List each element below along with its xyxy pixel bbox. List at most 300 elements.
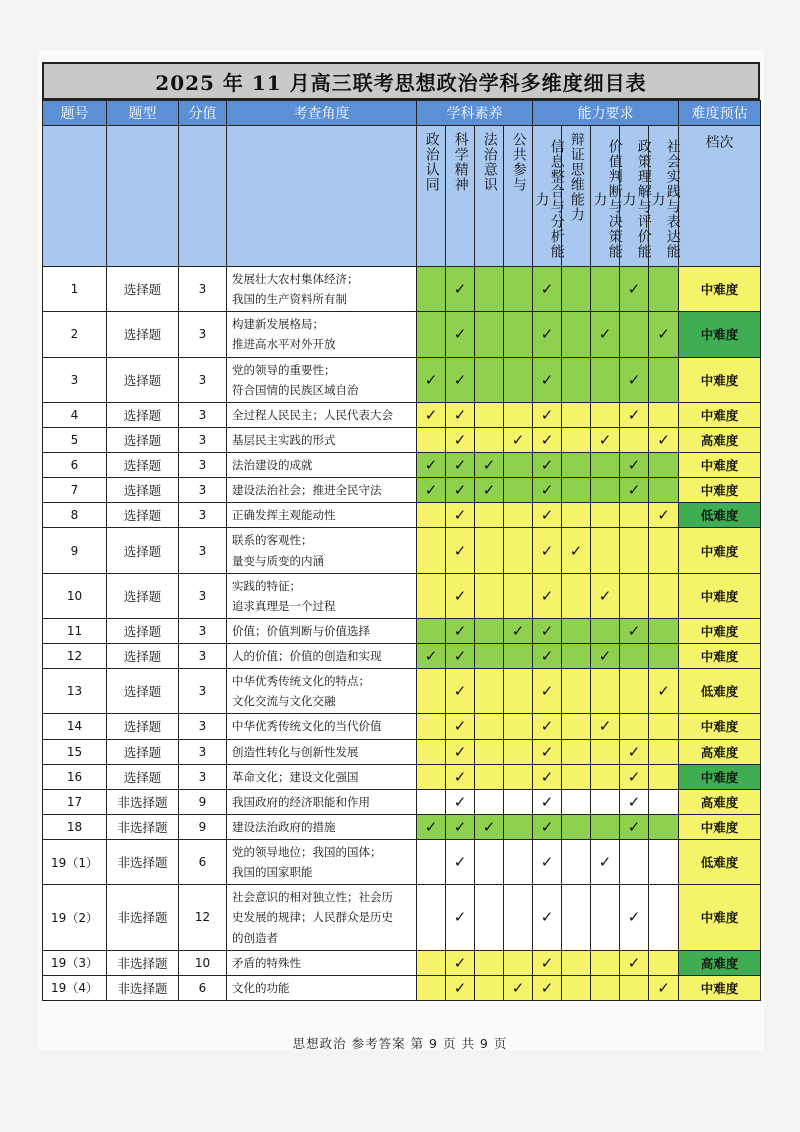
difficulty-value: 中难度 [679,357,761,402]
question-type: 选择题 [107,312,179,357]
empty-cell [562,885,591,950]
check-mark: ✓ [649,975,679,1000]
difficulty-value: 高难度 [679,789,761,814]
check-mark: ✓ [475,814,504,839]
question-score: 3 [179,669,227,714]
header-difficulty: 难度预估 [679,101,761,126]
question-type: 选择题 [107,644,179,669]
empty-cell [562,789,591,814]
question-number: 9 [43,528,107,573]
subhead-label: 社会实践与表达能力 [649,139,681,259]
difficulty-value: 高难度 [679,950,761,975]
difficulty-value: 中难度 [679,764,761,789]
question-angle: 建设法治社会；推进全民守法 [227,478,417,503]
empty-cell [620,714,649,739]
check-mark: ✓ [475,478,504,503]
question-score: 12 [179,885,227,950]
check-mark: ✓ [533,975,562,1000]
check-mark: ✓ [620,764,649,789]
empty-cell [649,402,679,427]
question-type: 选择题 [107,528,179,573]
check-mark: ✓ [533,528,562,573]
check-mark: ✓ [620,950,649,975]
difficulty-value: 中难度 [679,975,761,1000]
empty-cell [562,975,591,1000]
question-score: 3 [179,714,227,739]
check-mark: ✓ [591,312,620,357]
table-row [43,975,761,1000]
question-angle: 构建新发展格局； 推进高水平对外开放 [227,312,417,357]
empty-cell [649,950,679,975]
check-mark: ✓ [533,644,562,669]
check-mark: ✓ [417,402,446,427]
header-ability: 能力要求 [533,101,679,126]
question-angle: 全过程人民民主；人民代表大会 [227,402,417,427]
check-mark: ✓ [446,453,475,478]
empty-cell [562,478,591,503]
check-mark: ✓ [446,669,475,714]
check-mark: ✓ [446,739,475,764]
table-row [43,528,761,573]
check-mark: ✓ [446,618,475,643]
question-type: 选择题 [107,503,179,528]
subhead-label: 辩证思维能力 [568,132,585,222]
empty-cell [649,618,679,643]
check-mark: ✓ [446,814,475,839]
check-mark: ✓ [533,789,562,814]
question-number: 18 [43,814,107,839]
empty-cell [417,312,446,357]
check-mark: ✓ [446,402,475,427]
empty-cell [504,669,533,714]
empty-cell [504,478,533,503]
check-mark: ✓ [504,427,533,452]
table-row [43,885,761,950]
question-angle: 党的领导地位；我国的国体； 我国的国家职能 [227,840,417,885]
question-type: 非选择题 [107,840,179,885]
check-mark: ✓ [446,503,475,528]
question-angle: 人的价值；价值的创造和实现 [227,644,417,669]
question-angle: 联系的客观性； 量变与质变的内涵 [227,528,417,573]
check-mark: ✓ [649,669,679,714]
table-row [43,644,761,669]
question-score: 10 [179,950,227,975]
table-row [43,402,761,427]
subhead-cell [591,126,623,267]
check-mark: ✓ [533,478,562,503]
difficulty-value: 中难度 [679,814,761,839]
check-mark: ✓ [446,573,475,618]
question-angle: 我国政府的经济职能和作用 [227,789,417,814]
question-type: 非选择题 [107,975,179,1000]
empty-cell [475,427,504,452]
empty-cell [649,357,679,402]
empty-cell [504,789,533,814]
empty-cell [475,503,504,528]
question-number: 2 [43,312,107,357]
empty-cell [504,357,533,402]
empty-cell [649,789,679,814]
empty-cell [417,528,446,573]
question-number: 8 [43,503,107,528]
question-number: 7 [43,478,107,503]
question-score: 3 [179,478,227,503]
question-type: 选择题 [107,267,179,312]
empty-cell [620,503,649,528]
question-score: 6 [179,975,227,1000]
check-mark: ✓ [417,453,446,478]
subhead-blank [227,126,417,267]
question-number: 3 [43,357,107,402]
question-type: 选择题 [107,453,179,478]
check-mark: ✓ [620,885,649,950]
check-mark: ✓ [504,618,533,643]
question-number: 19（3） [43,950,107,975]
empty-cell [475,739,504,764]
subhead-label: 政治认同 [423,132,440,192]
difficulty-value: 中难度 [679,453,761,478]
question-type: 非选择题 [107,885,179,950]
question-type: 非选择题 [107,814,179,839]
difficulty-value: 低难度 [679,840,761,885]
check-mark: ✓ [446,267,475,312]
question-type: 选择题 [107,573,179,618]
header-literacy: 学科素养 [417,101,533,126]
empty-cell [591,814,620,839]
empty-cell [649,714,679,739]
empty-cell [591,402,620,427]
empty-cell [562,357,591,402]
check-mark: ✓ [533,267,562,312]
question-angle: 发展壮大农村集体经济； 我国的生产资料所有制 [227,267,417,312]
empty-cell [504,840,533,885]
question-angle: 创造性转化与创新性发展 [227,739,417,764]
subhead-cell [620,126,652,267]
check-mark: ✓ [446,840,475,885]
question-score: 3 [179,402,227,427]
subhead-cell [446,126,475,267]
check-mark: ✓ [533,739,562,764]
question-number: 4 [43,402,107,427]
empty-cell [591,357,620,402]
check-mark: ✓ [649,427,679,452]
table-row [43,357,761,402]
check-mark: ✓ [620,402,649,427]
check-mark: ✓ [533,840,562,885]
question-angle: 矛盾的特殊性 [227,950,417,975]
empty-cell [475,840,504,885]
check-mark: ✓ [533,357,562,402]
check-mark: ✓ [533,814,562,839]
empty-cell [620,644,649,669]
check-mark: ✓ [620,814,649,839]
check-mark: ✓ [620,478,649,503]
empty-cell [417,739,446,764]
empty-cell [475,764,504,789]
empty-cell [620,427,649,452]
empty-cell [649,885,679,950]
check-mark: ✓ [533,669,562,714]
empty-cell [591,503,620,528]
check-mark: ✓ [620,453,649,478]
question-number: 19（2） [43,885,107,950]
question-score: 3 [179,739,227,764]
check-mark: ✓ [446,950,475,975]
question-score: 3 [179,453,227,478]
question-number: 19（1） [43,840,107,885]
empty-cell [562,453,591,478]
check-mark: ✓ [446,312,475,357]
empty-cell [475,669,504,714]
empty-cell [504,573,533,618]
check-mark: ✓ [446,885,475,950]
header-no: 题号 [43,101,107,126]
check-mark: ✓ [533,312,562,357]
empty-cell [504,814,533,839]
question-angle: 党的领导的重要性； 符合国情的民族区域自治 [227,357,417,402]
empty-cell [504,267,533,312]
empty-cell [504,402,533,427]
question-angle: 建设法治政府的措施 [227,814,417,839]
difficulty-value: 低难度 [679,669,761,714]
question-angle: 基层民主实践的形式 [227,427,417,452]
empty-cell [562,764,591,789]
empty-cell [562,312,591,357]
empty-cell [504,714,533,739]
page-title: 2025 年 11 月高三联考思想政治学科多维度细目表 [42,62,760,100]
empty-cell [562,427,591,452]
check-mark: ✓ [417,814,446,839]
subhead-label: 价值判断与决策能力 [591,139,623,259]
check-mark: ✓ [533,618,562,643]
question-angle: 法治建设的成就 [227,453,417,478]
empty-cell [504,644,533,669]
empty-cell [504,950,533,975]
table-row [43,267,761,312]
check-mark: ✓ [591,840,620,885]
table-row [43,764,761,789]
question-type: 选择题 [107,478,179,503]
question-angle: 价值；价值判断与价值选择 [227,618,417,643]
empty-cell [649,453,679,478]
question-score: 3 [179,764,227,789]
question-number: 10 [43,573,107,618]
difficulty-value: 中难度 [679,573,761,618]
question-type: 选择题 [107,669,179,714]
empty-cell [562,669,591,714]
check-mark: ✓ [446,357,475,402]
empty-cell [475,644,504,669]
check-mark: ✓ [446,789,475,814]
difficulty-value: 中难度 [679,528,761,573]
empty-cell [475,312,504,357]
empty-cell [475,573,504,618]
question-number: 12 [43,644,107,669]
table-row [43,789,761,814]
question-type: 非选择题 [107,789,179,814]
empty-cell [417,789,446,814]
check-mark: ✓ [446,478,475,503]
empty-cell [562,644,591,669]
check-mark: ✓ [533,453,562,478]
question-score: 3 [179,312,227,357]
check-mark: ✓ [475,453,504,478]
subhead-label: 政策理解与评价能力 [620,139,652,259]
empty-cell [504,885,533,950]
difficulty-value: 高难度 [679,739,761,764]
question-type: 非选择题 [107,950,179,975]
empty-cell [417,840,446,885]
table-row [43,453,761,478]
empty-cell [591,453,620,478]
check-mark: ✓ [591,714,620,739]
empty-cell [591,669,620,714]
difficulty-value: 中难度 [679,478,761,503]
difficulty-value: 中难度 [679,267,761,312]
empty-cell [562,814,591,839]
question-angle: 文化的功能 [227,975,417,1000]
table-row [43,714,761,739]
empty-cell [591,739,620,764]
empty-cell [504,528,533,573]
empty-cell [562,503,591,528]
subhead-label: 公共参与 [510,132,527,192]
question-number: 15 [43,739,107,764]
check-mark: ✓ [533,764,562,789]
question-number: 5 [43,427,107,452]
check-mark: ✓ [446,528,475,573]
empty-cell [504,503,533,528]
check-mark: ✓ [446,714,475,739]
question-type: 选择题 [107,402,179,427]
question-type: 选择题 [107,357,179,402]
empty-cell [620,669,649,714]
empty-cell [504,739,533,764]
question-number: 13 [43,669,107,714]
table-row [43,573,761,618]
question-score: 3 [179,528,227,573]
check-mark: ✓ [649,503,679,528]
empty-cell [475,789,504,814]
check-mark: ✓ [417,644,446,669]
table-row [43,427,761,452]
empty-cell [417,267,446,312]
empty-cell [562,618,591,643]
check-mark: ✓ [417,357,446,402]
difficulty-value: 低难度 [679,503,761,528]
subhead-label: 科学精神 [452,132,469,192]
header-angle: 考查角度 [227,101,417,126]
empty-cell [591,975,620,1000]
subhead-blank [107,126,179,267]
check-mark: ✓ [446,644,475,669]
empty-cell [649,764,679,789]
empty-cell [591,885,620,950]
question-type: 选择题 [107,427,179,452]
specification-table [42,100,761,1001]
empty-cell [591,789,620,814]
empty-cell [417,618,446,643]
question-score: 3 [179,357,227,402]
difficulty-value: 高难度 [679,427,761,452]
difficulty-value: 中难度 [679,885,761,950]
table-row [43,814,761,839]
question-angle: 革命文化；建设文化强国 [227,764,417,789]
empty-cell [620,840,649,885]
subhead-cell [679,126,761,267]
empty-cell [620,528,649,573]
empty-cell [562,739,591,764]
question-score: 6 [179,840,227,885]
empty-cell [591,764,620,789]
check-mark: ✓ [620,618,649,643]
empty-cell [620,573,649,618]
empty-cell [475,885,504,950]
question-type: 选择题 [107,739,179,764]
empty-cell [475,975,504,1000]
empty-cell [591,478,620,503]
subhead-blank [43,126,107,267]
empty-cell [591,950,620,975]
question-score: 9 [179,789,227,814]
difficulty-value: 中难度 [679,402,761,427]
empty-cell [649,739,679,764]
question-score: 3 [179,427,227,452]
check-mark: ✓ [504,975,533,1000]
empty-cell [417,427,446,452]
difficulty-value: 中难度 [679,312,761,357]
question-type: 选择题 [107,618,179,643]
empty-cell [475,528,504,573]
question-angle: 中华优秀传统文化的特点； 文化交流与文化交融 [227,669,417,714]
subhead-cell [504,126,533,267]
check-mark: ✓ [620,267,649,312]
check-mark: ✓ [533,573,562,618]
difficulty-value: 中难度 [679,714,761,739]
subhead-cell [562,126,591,267]
subhead-cell [649,126,679,267]
question-number: 16 [43,764,107,789]
table-row [43,312,761,357]
difficulty-value: 中难度 [679,644,761,669]
empty-cell [417,885,446,950]
check-mark: ✓ [533,885,562,950]
question-number: 1 [43,267,107,312]
check-mark: ✓ [620,357,649,402]
question-score: 3 [179,267,227,312]
empty-cell [475,402,504,427]
empty-cell [649,573,679,618]
subhead-cell [533,126,565,267]
question-score: 3 [179,503,227,528]
question-number: 6 [43,453,107,478]
question-type: 选择题 [107,714,179,739]
empty-cell [417,714,446,739]
empty-cell [417,503,446,528]
header-type: 题型 [107,101,179,126]
empty-cell [475,357,504,402]
check-mark: ✓ [620,739,649,764]
table-row [43,478,761,503]
question-number: 17 [43,789,107,814]
question-score: 3 [179,644,227,669]
question-angle: 正确发挥主观能动性 [227,503,417,528]
header-score: 分值 [179,101,227,126]
question-score: 3 [179,573,227,618]
check-mark: ✓ [533,950,562,975]
question-number: 14 [43,714,107,739]
empty-cell [562,840,591,885]
